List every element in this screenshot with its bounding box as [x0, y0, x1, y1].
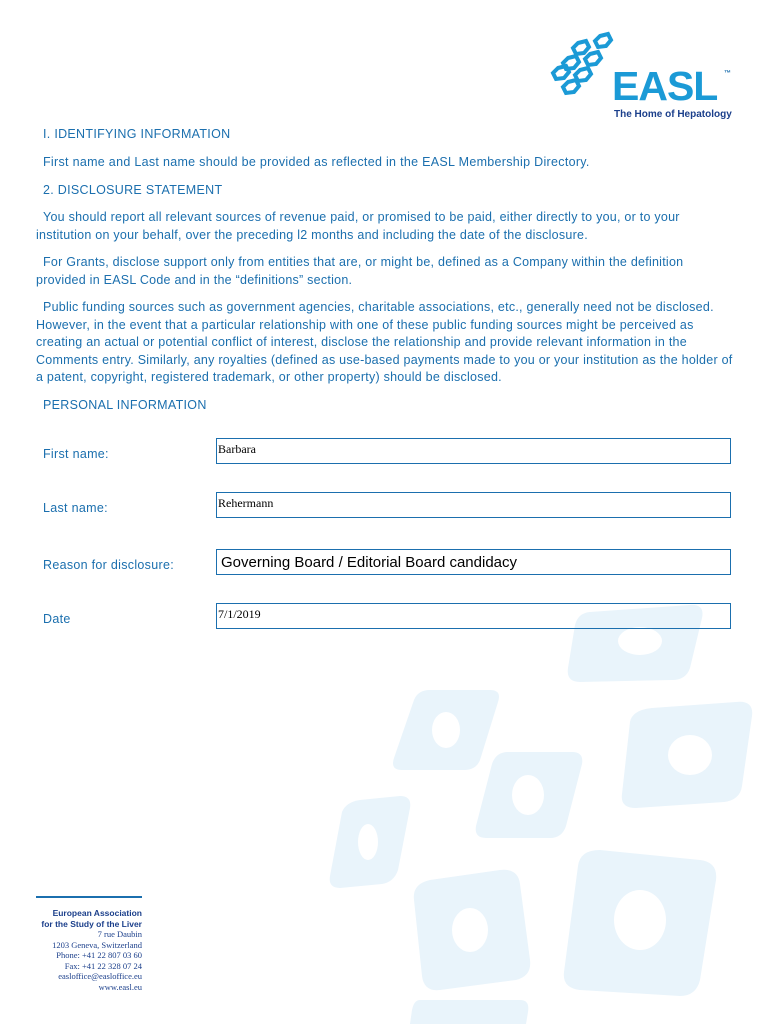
last-name-label: Last name:	[43, 501, 108, 515]
footer-org-line2: for the Study of the Liver	[41, 918, 142, 929]
reason-label: Reason for disclosure:	[43, 558, 174, 572]
trademark-symbol: ™	[724, 70, 731, 77]
first-name-label: First name:	[43, 447, 109, 461]
section-heading-personal: PERSONAL INFORMATION	[43, 397, 207, 412]
first-name-row	[36, 438, 736, 468]
disclosure-paragraph-2: For Grants, disclose support only from entities that are, or might be, defined as a Company within the definition provided in EASL Code and in the “definitions” section.	[36, 255, 684, 287]
logo-tagline: The Home of Hepatology	[614, 109, 732, 120]
easl-logo-wordmark: EASL	[612, 63, 718, 109]
footer-phone: Phone: +41 22 807 03 60	[56, 950, 142, 960]
first-name-field[interactable]: Barbara	[216, 438, 731, 464]
reason-row	[36, 549, 736, 579]
footer-fax: Fax: +41 22 328 07 24	[64, 960, 142, 971]
footer-city: 1203 Geneva, Switzerland	[52, 939, 142, 950]
footer-org-line1: European Association	[52, 908, 142, 918]
date-field[interactable]: 7/1/2019	[216, 603, 731, 629]
section-heading-identifying: I. IDENTIFYING INFORMATION	[43, 127, 231, 141]
date-row	[36, 603, 736, 633]
footer-website[interactable]: www.easl.eu	[98, 981, 142, 992]
footer-address	[30, 908, 142, 992]
reason-field[interactable]: Governing Board / Editorial Board candidacy	[216, 549, 731, 575]
date-label: Date	[43, 612, 71, 626]
footer-street: 7 rue Daubin	[97, 929, 142, 939]
section-heading-disclosure: 2. DISCLOSURE STATEMENT	[43, 183, 223, 197]
last-name-field[interactable]: Rehermann	[216, 492, 731, 518]
last-name-row	[36, 492, 736, 522]
disclosure-paragraph-1: You should report all relevant sources of revenue paid, or promised to be paid, either directly to you, or to your institution on your behalf, over the preceding l2 months and including the date of the disclosure.	[36, 210, 680, 242]
disclosure-paragraph-3: Public funding sources such as government agencies, charitable associations, etc., generally need not be disclosed. However, in the event that a particular relationship with one of these public funding sources might be perceived as creating an actual or potential conflict of interest, disclose the relationship and provide relevant information in the Comments entry. Similarly, any royalties (defined as use-based payments made to you or your institution as the holder of a patent, copyright, registered trademark, or other property) should be disclosed.	[36, 300, 733, 384]
identifying-instructions: First name and Last name should be provided as reflected in the EASL Membership Directory.	[43, 155, 590, 169]
footer-email[interactable]: easloffice@easloffice.eu	[58, 971, 142, 981]
easl-logo-icon	[550, 30, 740, 125]
footer-divider	[36, 896, 142, 898]
form-content	[36, 126, 736, 626]
